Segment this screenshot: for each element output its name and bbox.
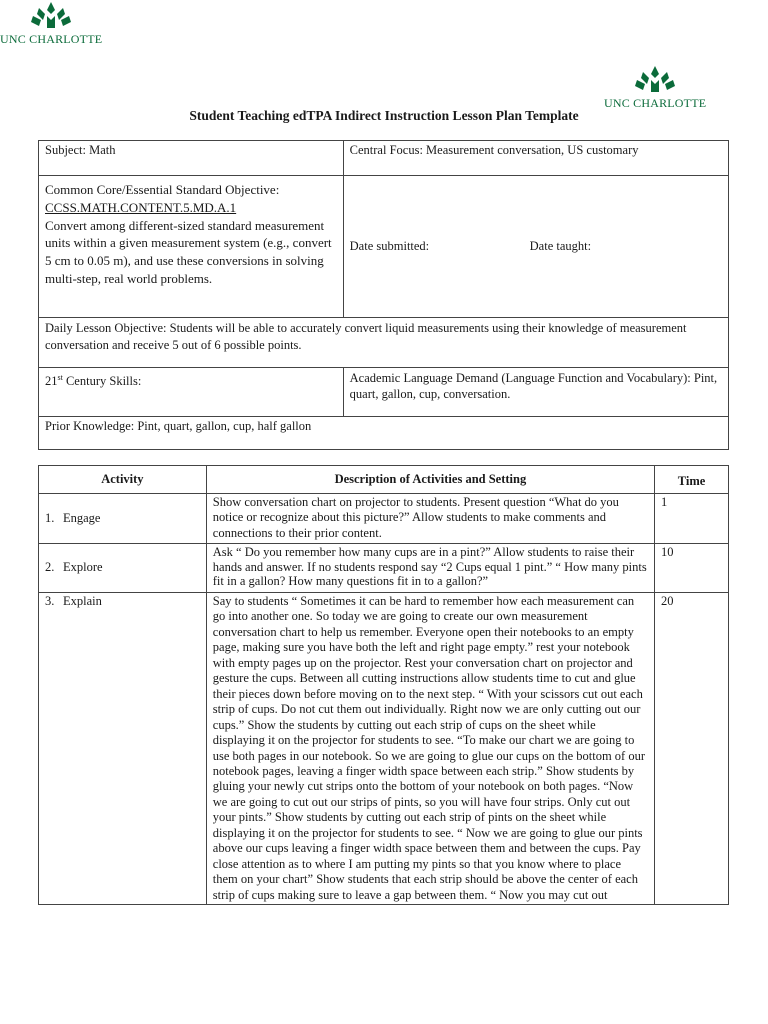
activity-number: 1. [45,510,55,525]
skills-superscript: st [57,373,63,382]
activity-cell [39,494,207,544]
activity-name: Engage [63,510,101,525]
daily-objective-cell: Daily Lesson Objective: Students will be able to accurately convert liquid measurements using their knowledge of measurement conversation and receive 5 out of 6 possible points. [39,318,729,368]
table-row [39,494,729,544]
unc-charlotte-logo-right [604,64,706,111]
academic-language-cell: Academic Language Demand (Language Function and Vocabulary): Pint, quart, gallon, cup, conversation. [343,368,728,417]
crown-logo-icon [29,0,73,32]
activity-table [38,465,729,905]
document-title: Student Teaching edTPA Indirect Instruction Lesson Plan Template [189,108,579,123]
time-cell: 20 [655,593,729,905]
crown-logo-icon [633,64,677,96]
standard-label: Common Core/Essential Standard Objective: [45,182,280,197]
century-skills-cell [39,368,344,417]
description-cell: Ask “ Do you remember how many cups are in a pint?” Allow students to raise their hands and answer. If no students respond say “2 Cups equal 1 pint.” “ How many pints fit in a gallon? How many questions fit in to a gallon?” [206,544,654,593]
standard-code-link[interactable]: CCSS.MATH.CONTENT.5.MD.A.1 [45,199,237,215]
logo-wordmark: UNC CHARLOTTE [0,32,103,46]
description-cell: Say to students “ Sometimes it can be hard to remember how each measurement can go into another one. So today we are going to create our own measurement conversation chart to help us remember. Everyone open their notebooks to an empty page, making sure you have both the left and right page empty.” rest your notebook with empty pages up on the projector. Rest your conversation chart on projector and gesture the cups. Between all cutting instructions allow students time to cut and glue their pieces down before moving on to the next step. “ With your scissors cut out each strip of cups. Do not cut them out individually. Right now we are only cutting out our cups.” Show the students by cutting out each strip of cups on the sheet while displaying it on the projector for students to see. “To make our chart we are going to use both pages in our notebook. So we are going to glue our cups on the bottom of our notebook pages, leaving a finger width space between each strip.” Show students by gluing your newly cut strips onto the bottom of your notebook on both pages. “Now we are going to cut out our strips of pints, so you will have four strips. Only cut out your pints.” Show students by cutting out each strip of pints on the sheet while displaying it on the projector for students to see. “ Now we are going to glue our pints above our cups leaving a finger width space between them and between the cups. Pay close attention as to where I am putting my pints so that you know where to place them on your chart” Show students that each strip should be above the center of each strip of cups making sure to leave a gap between them. “ Now you may cut out [206,593,654,905]
skills-number: 21 [45,374,58,389]
description-cell: Show conversation chart on projector to students. Present question “What do you notice or recognize about this picture?” Allow students to make comments and connections to their prior content. [206,494,654,544]
standard-text: Convert among different-sized standard measurement units within a given measurement system (e.g., convert 5 cm to 0.05 m), and use these conversions in solving multi-step, real world problems. [45,217,332,286]
logo-wordmark: UNC CHARLOTTE [604,96,707,110]
unc-charlotte-logo-top [0,0,102,47]
activity-cell [39,593,207,905]
table-row [39,544,729,593]
standard-objective-cell [39,176,344,318]
activity-number: 2. [45,560,55,575]
skills-label: Century Skills: [62,374,142,389]
time-cell: 10 [655,544,729,593]
activity-name: Explore [63,560,103,575]
activity-cell [39,544,207,593]
time-cell: 1 [655,494,729,544]
activity-header: Activity [39,466,207,494]
subject-cell: Subject: Math [39,141,344,176]
lesson-info-table [38,140,729,450]
prior-knowledge-cell: Prior Knowledge: Pint, quart, gallon, cup, half gallon [39,417,729,450]
date-submitted-label: Date submitted: [349,238,430,253]
activity-name: Explain [63,594,102,608]
central-focus-cell: Central Focus: Measurement conversation, US customary [343,141,728,176]
time-header: Time [655,466,729,494]
description-header: Description of Activities and Setting [206,466,654,494]
activity-number: 3. [45,594,55,608]
date-taught-label: Date taught: [529,238,592,253]
table-row [39,593,729,905]
dates-cell [343,176,728,318]
